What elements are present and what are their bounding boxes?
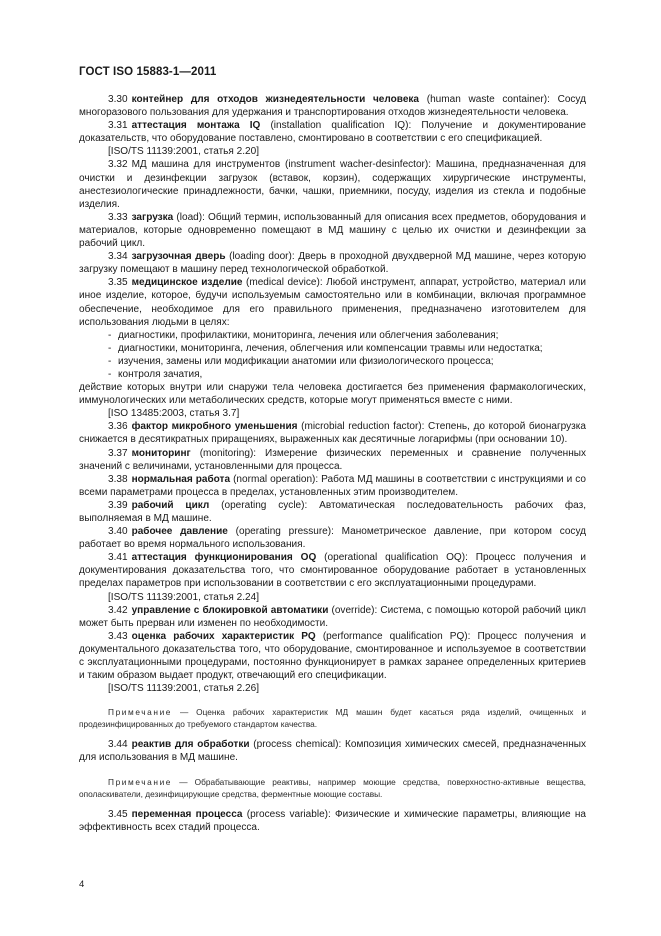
list-item-text: диагностики, профилактики, мониторинга, лечения или облегчения заболевания; [118, 329, 499, 341]
clause-number: 3.43 [108, 630, 128, 642]
definition-entry [79, 119, 586, 145]
definition-entry [79, 276, 586, 328]
clause-number: 3.44 [108, 739, 128, 751]
definition-entry [79, 211, 586, 250]
note [79, 706, 586, 730]
definition-entry [79, 499, 586, 525]
term-name: оценка рабочих характеристик PQ [131, 630, 316, 642]
definition-entry [79, 158, 586, 210]
list-dash: - [108, 342, 112, 354]
term-definition: (override): Система, с помощью которой рабочий цикл может быть прерван или изменен по необходимости. [79, 604, 586, 629]
definition-entry [79, 630, 586, 682]
clause-number: 3.33 [108, 211, 128, 223]
clause-number: 3.39 [108, 499, 128, 511]
term-name: контейнер для отходов жизнедеятельности человека [131, 94, 420, 105]
list-dash: - [108, 368, 112, 380]
term-name: нормальная работа [131, 473, 231, 485]
term-name: аттестация функционирования OQ [131, 552, 317, 564]
definition-entry [79, 250, 586, 276]
clause-number: 3.35 [108, 277, 128, 289]
clause-number: 3.36 [108, 421, 128, 433]
term-name: медицинское изделие [131, 277, 243, 289]
list-item [79, 368, 586, 381]
clause-number: 3.32 [108, 159, 128, 171]
term-definition: (normal operation): Работа МД машины в соответствии с инструкциями и со всеми параметрами процесса в пределах, установленных этим производителем. [79, 473, 587, 498]
term-name: загрузка [131, 211, 174, 223]
term-name: мониторинг [131, 447, 191, 459]
note-text: — Обрабатывающие реактивы, например моющие средства, поверхностно-активные вещества, ополаскиватели, дезинфицирующие средства, ферментные моющие составы. [79, 776, 586, 799]
clause-number: 3.34 [108, 251, 128, 263]
page-number: 4 [79, 879, 85, 890]
note-text: — Оценка рабочих характеристик МД машин будет касаться ряда изделий, очищенных и продезинфицированных до требуемого стандартом качества. [79, 707, 586, 730]
definition-entry [79, 525, 586, 551]
definition-entry [79, 808, 586, 834]
term-definition: (operating cycle): Автоматическая последовательность рабочих фаз, выполняемая в МД машине. [79, 499, 586, 524]
continuation-text: действие которых внутри или снаружи тела человека достигается без применения фармакологических, иммунологических или метаболических средств, которые могут применяться вместе с ними. [79, 382, 586, 407]
term-definition: (medical device): Любой инструмент, аппарат, устройство, материал или иное изделие, которое, будучи используемым самостоятельно или в комбинации, включая программное обеспечение, необходимое для его правильного применения, предназначено изготовителем для использования людьми в целях: [79, 277, 586, 328]
term-definition: (performance qualification PQ): Процесс получения и документального доказательства того, что оборудование, смонтированное и используемое в соответствии с эксплуатационными процедурами, постоянно функционирует в рамках заранее определенных критериев и таким образом выдает продукт, отвечающий его спецификации. [79, 630, 587, 682]
term-definition: (operating pressure): Манометрическое давление, при котором сосуд работает во время нормального использования. [79, 526, 586, 551]
term-name: аттестация монтажа IQ [131, 120, 261, 132]
clause-number: 3.38 [108, 473, 128, 485]
term-name: реактив для обработки [131, 739, 250, 751]
definition-entry [79, 420, 586, 446]
clause-number: 3.40 [108, 526, 128, 538]
clause-number: 3.42 [108, 604, 128, 616]
term-definition: (loading door): Дверь в проходной двухдверной МД машине, через которую загрузку помещают в машину перед технологической обработкой. [79, 251, 586, 276]
definition-entry [79, 738, 586, 764]
clause-number: 3.30 [108, 94, 128, 105]
source-reference: [ISO/TS 11139:2001, статья 2.26] [108, 683, 259, 695]
term-definition: МД машина для инструментов (instrument wacher-desinfector): Машина, предназначенная для очистки и дезинфекции загрузок (вставок, корзин), содержащих хирургические инструменты, анестезиологические принадлежности, бачки, чашки, приемники, посуду, изделия из стекла и подобные изделия. [79, 159, 586, 210]
source-reference: [ISO 13485:2003, статья 3.7] [108, 408, 240, 420]
term-definition: (process variable): Физические и химические параметры, влияющие на эффективность всех стадий процесса. [79, 808, 586, 833]
definition-entry [79, 473, 586, 499]
definition-entry [79, 447, 586, 473]
term-name: управление с блокировкой автоматики [131, 604, 329, 616]
term-name: рабочее давление [131, 526, 228, 538]
term-definition: (microbial reduction factor): Степень, до которой бионагрузка снижается в десятикратных приращениях, выраженных как десятичные логарифмы (при основании 10). [79, 421, 586, 446]
definition-entry [79, 551, 586, 590]
clause-number: 3.31 [108, 120, 128, 132]
list-item [79, 329, 586, 342]
list-item-text: контроля зачатия, [118, 368, 203, 380]
clause-number: 3.41 [108, 552, 128, 564]
note-label: Примечание [108, 707, 173, 718]
source-reference: [ISO/TS 11139:2001, статья 2.20] [108, 146, 259, 158]
term-name: фактор микробного уменьшения [131, 421, 298, 433]
list-item-text: изучения, замены или модификации анатомии или физиологического процесса; [118, 355, 494, 367]
note [79, 776, 586, 800]
list-item-text: диагностики, мониторинга, лечения, облегчения или компенсации травмы или недостатка; [118, 342, 543, 354]
clause-number: 3.45 [108, 808, 128, 820]
note-label: Примечание [108, 776, 173, 787]
term-definition: (monitoring): Измерение физических переменных и сравнение полученных значений с величинами, установленными для процесса. [79, 447, 586, 472]
list-item [79, 355, 586, 368]
term-definition: (process chemical): Композиция химических смесей, предназначенных для использования в МД машине. [79, 739, 586, 764]
term-definition: (load): Общий термин, использованный для описания всех предметов, оборудования и материалов, которые одновременно помещают в МД машину с целью их очистки и дезинфекции за рабочий цикл. [79, 211, 586, 250]
term-definition: (human waste container): Сосуд многоразового пользования для удержания и транспортирования отходов жизнедеятельности человека. [79, 94, 586, 119]
document-body [79, 93, 586, 834]
list-item [79, 342, 586, 355]
definition-entry [79, 604, 586, 630]
source-reference: [ISO/TS 11139:2001, статья 2.24] [108, 591, 259, 603]
document-header: ГОСТ ISO 15883-1—2011 [79, 66, 217, 78]
definition-entry [79, 93, 586, 119]
list-dash: - [108, 329, 112, 341]
term-definition: (operational qualification OQ): Процесс получения и документирования доказательства того, что смонтированное оборудование работает в установленных пределах параметров при использовании в соответствии с его эксплуатационными процедурами. [79, 552, 586, 590]
clause-number: 3.37 [108, 447, 128, 459]
term-name: рабочий цикл [131, 499, 210, 511]
term-name: переменная процесса [131, 808, 243, 820]
term-definition: (installation qualification IQ): Получение и документирование доказательств, что оборудование поставлено, смонтировано в соответствии с его спецификацией. [79, 120, 586, 145]
list-dash: - [108, 355, 112, 367]
term-name: загрузочная дверь [131, 251, 226, 263]
